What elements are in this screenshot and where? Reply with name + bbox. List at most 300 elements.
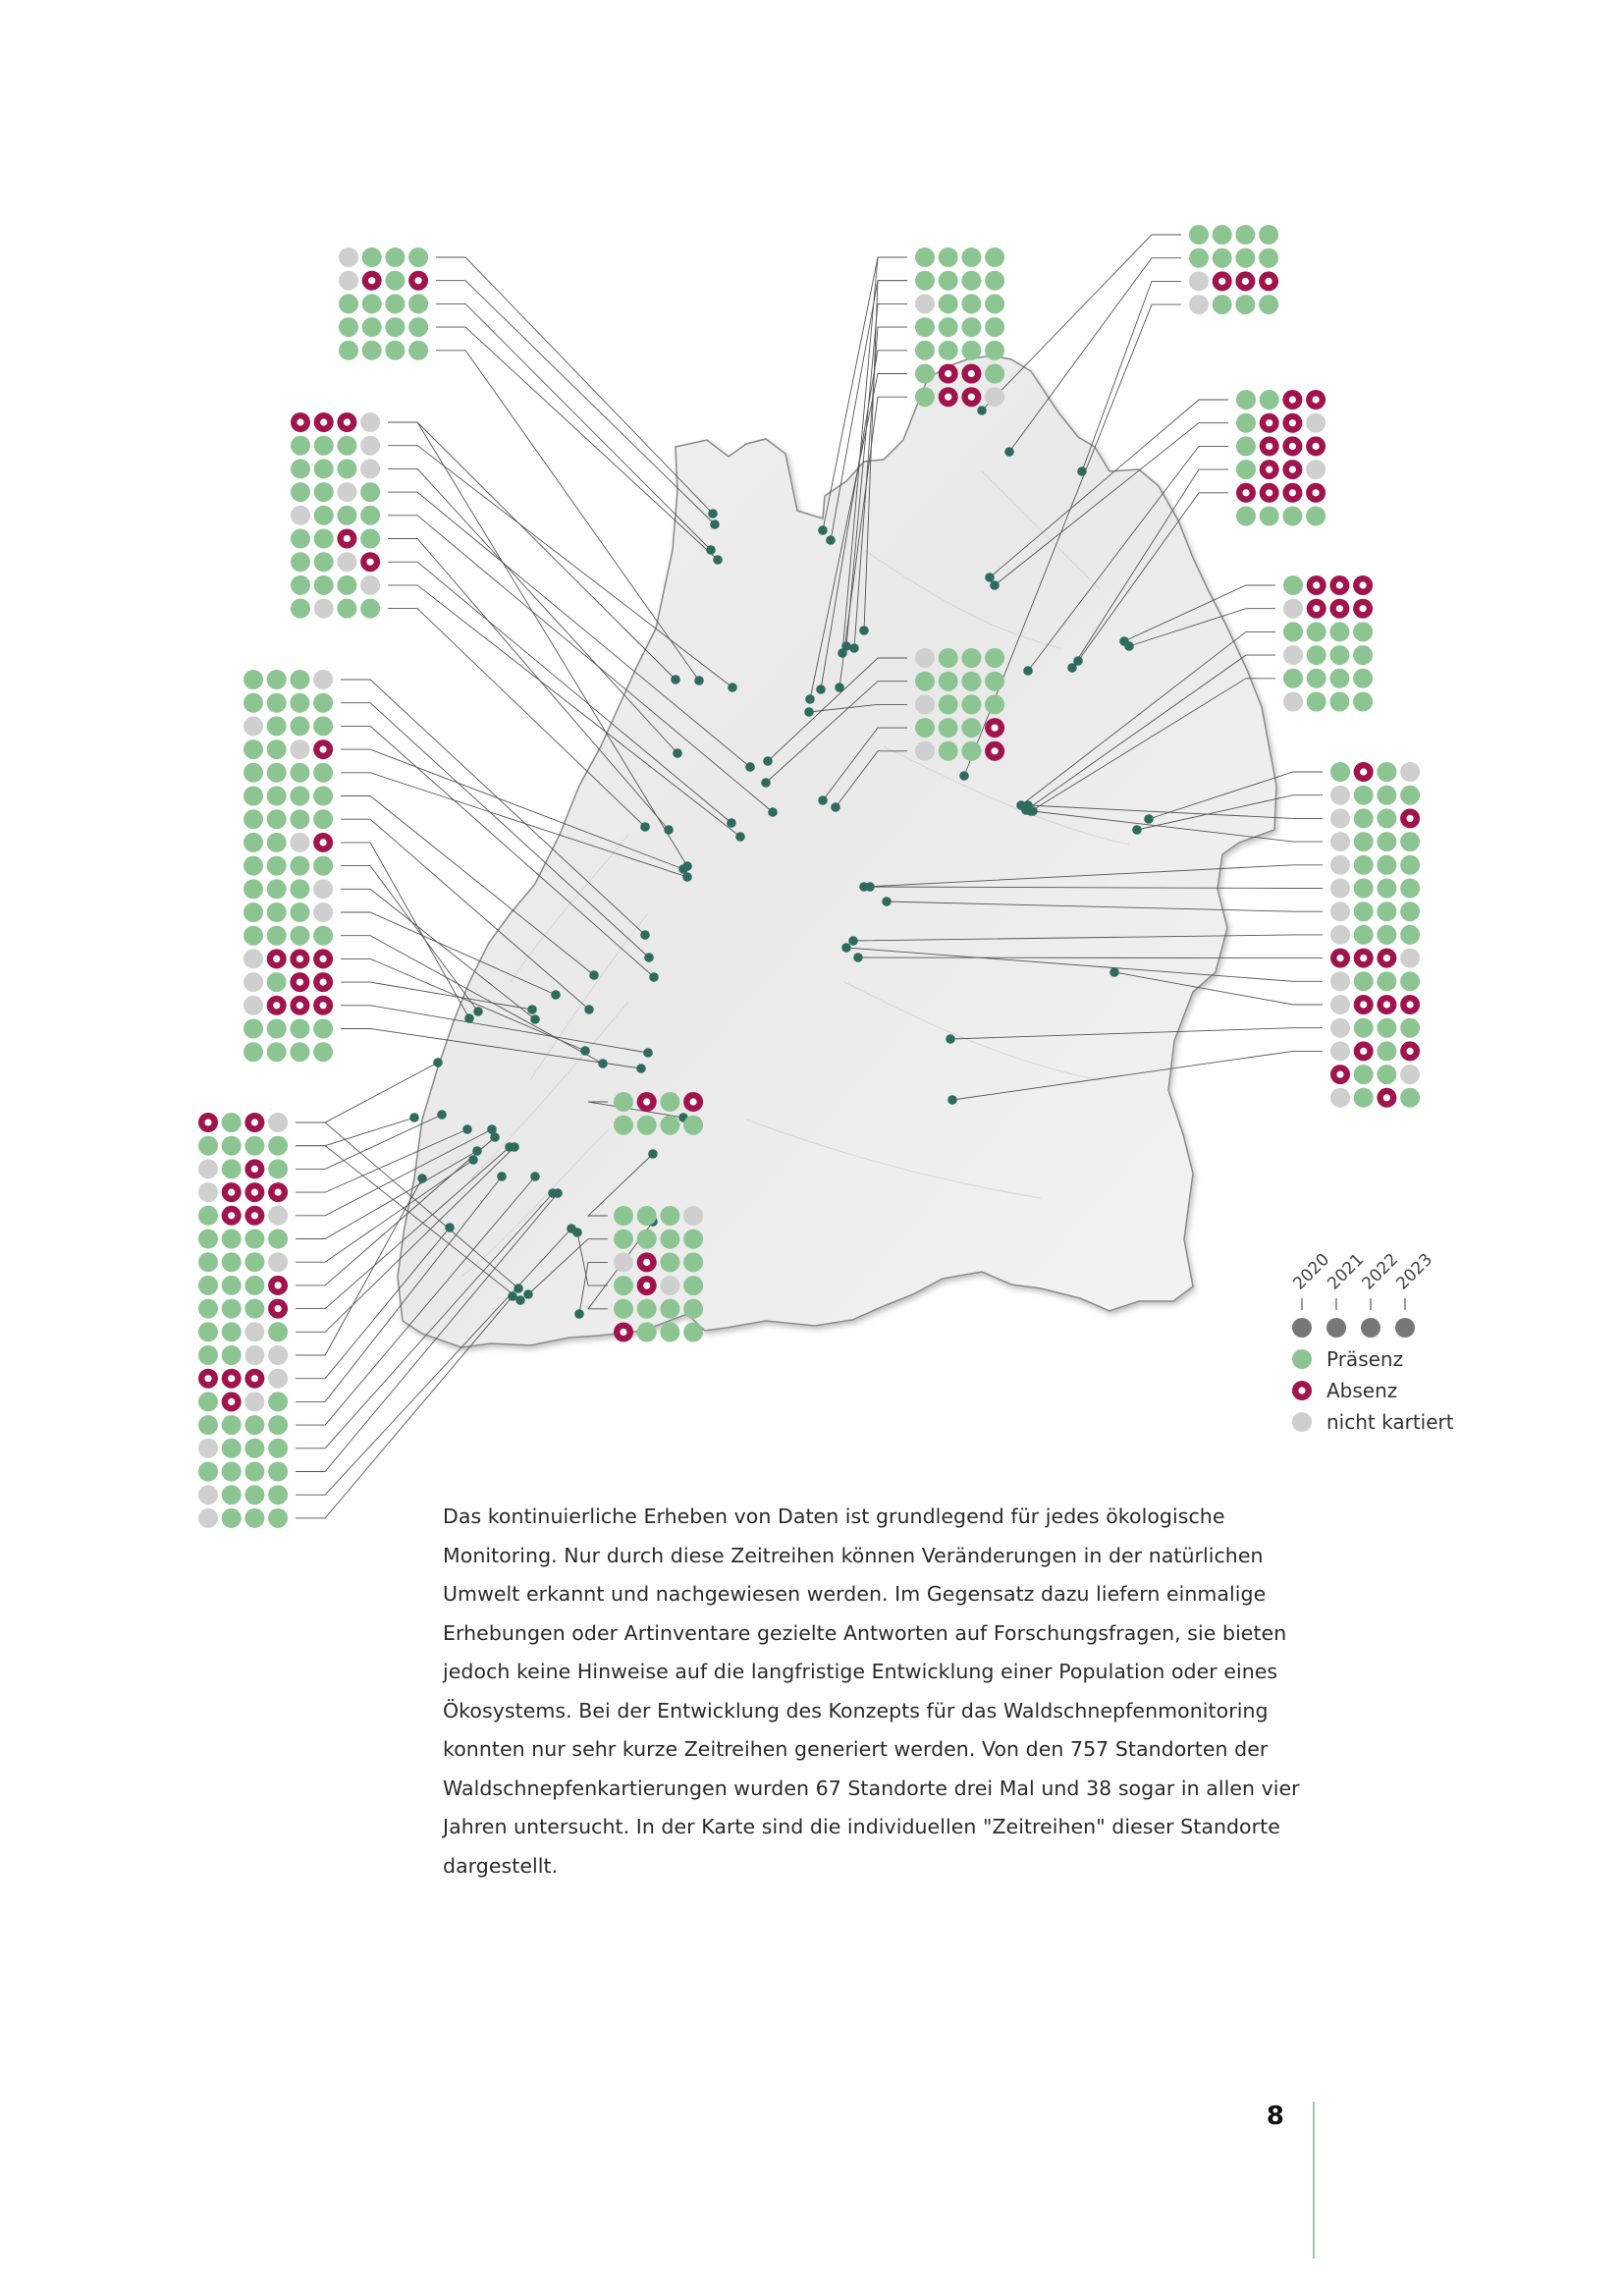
- site-marker: [1004, 447, 1014, 457]
- absence-dot-center: [273, 956, 280, 962]
- legend-year-dot: [1292, 1318, 1312, 1338]
- site-marker: [598, 1059, 608, 1068]
- absence-dot-center: [1360, 1048, 1367, 1055]
- not-mapped-dot: [985, 387, 1004, 407]
- not-mapped-dot: [1330, 902, 1350, 921]
- presence-dot: [291, 529, 310, 549]
- presence-dot: [268, 1485, 288, 1504]
- site-time-series-row: [243, 833, 333, 852]
- presence-dot: [222, 1230, 242, 1249]
- presence-dot: [267, 1019, 287, 1039]
- presence-dot: [385, 294, 405, 313]
- presence-dot: [290, 670, 309, 689]
- presence-dot: [1213, 248, 1232, 268]
- presence-dot: [198, 1462, 218, 1482]
- presence-dot: [1377, 786, 1396, 805]
- presence-dot: [1354, 1088, 1374, 1108]
- site-marker: [1073, 656, 1083, 666]
- absence-dot-center: [320, 1002, 327, 1009]
- site-marker: [673, 748, 682, 758]
- presence-dot: [1235, 295, 1255, 314]
- not-mapped-dot: [243, 716, 263, 736]
- presence-dot: [1235, 248, 1255, 268]
- presence-dot: [939, 341, 958, 360]
- site-group: [1189, 225, 1278, 314]
- absence-dot-center: [251, 1189, 258, 1196]
- site-time-series-row: [198, 1345, 288, 1365]
- presence-dot: [290, 693, 309, 713]
- body-line: Das kontinuierliche Erheben von Daten ist grundlegend für jedes ökologische: [443, 1504, 1225, 1528]
- site-marker: [1132, 825, 1142, 835]
- site-group: [1283, 575, 1373, 712]
- site-marker: [574, 1309, 584, 1319]
- presence-dot: [198, 1230, 218, 1249]
- presence-dot: [1236, 413, 1256, 433]
- presence-dot: [1354, 925, 1374, 945]
- not-mapped-dot: [1283, 645, 1303, 665]
- presence-dot: [1354, 902, 1374, 921]
- presence-dot: [683, 1299, 703, 1319]
- site-time-series-row: [1330, 971, 1420, 991]
- site-time-series-row: [1330, 995, 1420, 1014]
- presence-dot: [614, 1276, 633, 1295]
- site-time-series-row: [291, 412, 380, 432]
- site-time-series-row: [915, 317, 1004, 337]
- legend: [1289, 1250, 1453, 1434]
- site-time-series-row: [198, 1230, 288, 1249]
- site-marker: [763, 756, 773, 766]
- presence-dot: [222, 1485, 242, 1504]
- site-time-series-row: [243, 949, 333, 968]
- site-time-series-row: [291, 552, 380, 572]
- site-time-series-row: [1330, 808, 1420, 828]
- presence-dot: [385, 247, 405, 267]
- presence-dot: [291, 575, 310, 595]
- absence-dot-center: [1360, 605, 1367, 612]
- presence-dot: [683, 1323, 703, 1342]
- not-mapped-dot: [268, 1113, 288, 1132]
- site-marker: [1023, 666, 1033, 676]
- legend-item-not-mapped: [1292, 1410, 1454, 1434]
- site-marker: [589, 970, 599, 980]
- not-mapped-dot: [360, 575, 380, 595]
- site-marker: [865, 882, 875, 892]
- presence-dot: [360, 482, 380, 502]
- site-marker: [1077, 466, 1087, 476]
- presence-dot: [198, 1136, 218, 1156]
- presence-dot: [1353, 645, 1373, 665]
- absence-dot-center: [1289, 396, 1296, 403]
- site-time-series-row: [1330, 786, 1420, 805]
- presence-dot: [244, 1462, 264, 1482]
- not-mapped-dot: [268, 1252, 288, 1272]
- presence-dot: [939, 648, 958, 668]
- presence-dot: [290, 1019, 309, 1039]
- presence-dot: [1329, 692, 1349, 712]
- absence-dot-center: [228, 1375, 235, 1382]
- presence-dot: [244, 1276, 264, 1295]
- site-marker: [710, 519, 720, 529]
- presence-dot: [291, 459, 310, 478]
- absence-dot-center: [1266, 489, 1272, 496]
- absence-dot-center: [204, 1119, 211, 1125]
- body-line: Monitoring. Nur durch diese Zeitreihen können Veränderungen in der natürlichen: [443, 1543, 1264, 1567]
- presence-dot: [243, 670, 263, 689]
- presence-dot: [660, 1206, 679, 1226]
- legend-year-dot: [1361, 1318, 1380, 1338]
- presence-dot: [314, 436, 334, 456]
- site-time-series-row: [1283, 622, 1373, 641]
- site-marker: [1144, 814, 1154, 824]
- presence-dot: [939, 718, 958, 738]
- presence-dot: [290, 856, 309, 876]
- absence-dot-center: [344, 418, 351, 425]
- absence-dot-center: [1383, 1094, 1390, 1101]
- site-marker: [417, 1174, 427, 1183]
- site-time-series-row: [291, 529, 380, 549]
- site-marker: [735, 832, 745, 842]
- presence-dot: [198, 1206, 218, 1226]
- site-marker: [433, 1058, 443, 1067]
- site-time-series-row: [243, 902, 333, 922]
- page-number-rule: [1313, 2102, 1315, 2259]
- site-time-series-row: [1283, 599, 1373, 619]
- not-mapped-dot: [1189, 271, 1209, 291]
- presence-dot: [268, 1159, 288, 1178]
- presence-dot: [683, 1116, 703, 1135]
- absence-dot-center: [367, 559, 374, 566]
- presence-dot: [637, 1116, 657, 1135]
- presence-dot: [1353, 692, 1373, 712]
- presence-dot: [961, 317, 981, 337]
- presence-dot: [268, 1462, 288, 1482]
- presence-dot: [267, 670, 287, 689]
- presence-dot: [1354, 1065, 1374, 1084]
- presence-dot: [1259, 295, 1278, 314]
- presence-dot: [1282, 507, 1302, 526]
- absence-dot-center: [1298, 1387, 1305, 1394]
- site-time-series-row: [243, 787, 333, 806]
- site-marker: [1109, 967, 1119, 977]
- site-time-series-row: [1189, 225, 1278, 245]
- presence-dot: [1400, 1018, 1420, 1038]
- presence-dot: [915, 672, 935, 691]
- presence-dot: [267, 739, 287, 759]
- presence-dot: [915, 387, 935, 407]
- presence-dot: [985, 271, 1004, 291]
- not-mapped-dot: [614, 1252, 633, 1272]
- absence-dot-center: [228, 1398, 235, 1405]
- site-marker: [490, 1132, 500, 1142]
- site-time-series-row: [243, 972, 333, 992]
- site-time-series-row: [198, 1439, 288, 1458]
- not-mapped-dot: [1330, 971, 1350, 991]
- presence-dot: [985, 694, 1004, 714]
- site-marker: [640, 930, 650, 940]
- presence-dot: [683, 1230, 703, 1249]
- presence-dot: [267, 926, 287, 946]
- presence-dot: [243, 1019, 263, 1039]
- not-mapped-dot: [339, 247, 358, 267]
- presence-dot: [1330, 762, 1350, 782]
- presence-dot: [1377, 879, 1396, 899]
- absence-dot-center: [273, 1002, 280, 1009]
- body-line: jedoch keine Hinweise auf die langfristige Entwicklung einer Population oder eines: [443, 1660, 1278, 1683]
- presence-dot: [268, 1439, 288, 1458]
- presence-dot: [1400, 971, 1420, 991]
- presence-dot: [339, 317, 358, 337]
- absence-dot-center: [1289, 419, 1296, 426]
- presence-dot: [222, 1415, 242, 1435]
- presence-dot: [1329, 669, 1349, 688]
- not-mapped-dot: [243, 996, 263, 1015]
- body-line: konnten nur sehr kurze Zeitreihen generiert werden. Von den 757 Standorten der: [443, 1737, 1269, 1761]
- site-marker: [694, 676, 704, 685]
- not-mapped-dot: [198, 1439, 218, 1458]
- site-time-series-row: [1236, 413, 1325, 433]
- presence-dot: [637, 1206, 657, 1226]
- presence-dot: [360, 599, 380, 619]
- site-time-series-row: [198, 1369, 288, 1389]
- presence-dot: [198, 1276, 218, 1295]
- presence-dot: [243, 926, 263, 946]
- absence-dot-center: [992, 747, 999, 754]
- site-time-series-row: [198, 1136, 288, 1156]
- site-time-series-row: [915, 247, 1004, 267]
- presence-dot: [939, 672, 958, 691]
- presence-dot: [1283, 575, 1303, 595]
- body-line: Umwelt erkannt und nachgewiesen werden. Im Gegensatz dazu liefern einmalige: [443, 1582, 1267, 1606]
- presence-dot: [339, 294, 358, 313]
- site-marker: [551, 990, 561, 1000]
- site-time-series-row: [291, 436, 380, 456]
- presence-dot: [1400, 1088, 1420, 1108]
- site-time-series-row: [1236, 483, 1325, 503]
- site-marker: [990, 580, 1000, 590]
- presence-dot: [614, 1206, 633, 1226]
- not-mapped-dot: [1283, 692, 1303, 712]
- presence-dot: [290, 879, 309, 899]
- site-marker: [805, 694, 815, 704]
- presence-dot: [244, 1136, 264, 1156]
- presence-dot: [985, 294, 1004, 313]
- not-mapped-dot: [1330, 1041, 1350, 1061]
- presence-dot: [614, 1299, 633, 1319]
- site-time-series-row: [1330, 832, 1420, 851]
- presence-dot: [637, 1299, 657, 1319]
- leader-line: [388, 422, 676, 680]
- site-time-series-row: [198, 1415, 288, 1435]
- presence-dot: [290, 809, 309, 829]
- presence-dot: [915, 718, 935, 738]
- site-marker: [708, 509, 718, 519]
- presence-dot: [222, 1345, 242, 1365]
- site-time-series-row: [1283, 669, 1373, 688]
- site-time-series-row: [198, 1485, 288, 1504]
- site-marker: [761, 778, 771, 788]
- not-mapped-dot: [313, 879, 333, 899]
- presence-dot: [939, 317, 958, 337]
- site-time-series-row: [198, 1159, 288, 1178]
- presence-dot: [385, 271, 405, 291]
- site-time-series-row: [243, 670, 333, 689]
- presence-dot: [961, 648, 981, 668]
- absence-dot-center: [1289, 443, 1296, 450]
- site-time-series-row: [1330, 1088, 1420, 1108]
- presence-dot: [961, 694, 981, 714]
- presence-dot: [362, 341, 382, 360]
- absence-dot-center: [1313, 605, 1320, 612]
- absence-dot-center: [1336, 955, 1343, 961]
- presence-dot: [222, 1322, 242, 1341]
- site-marker: [584, 1005, 594, 1014]
- site-time-series-row: [339, 294, 428, 313]
- site-time-series-row: [1189, 248, 1278, 268]
- presence-dot: [198, 1415, 218, 1435]
- presence-dot: [1260, 390, 1279, 410]
- site-group: [198, 1113, 288, 1528]
- site-time-series-row: [198, 1508, 288, 1528]
- site-marker: [804, 707, 814, 717]
- site-marker: [768, 807, 778, 817]
- presence-dot: [268, 1136, 288, 1156]
- not-mapped-dot: [1330, 879, 1350, 899]
- site-marker: [640, 822, 650, 832]
- site-marker: [818, 795, 828, 805]
- absence-dot-center: [251, 1166, 258, 1173]
- presence-dot: [362, 294, 382, 313]
- site-time-series-row: [339, 317, 428, 337]
- site-marker: [572, 1228, 582, 1237]
- site-time-series-row: [198, 1276, 288, 1295]
- presence-dot: [244, 1439, 264, 1458]
- not-mapped-dot: [660, 1276, 679, 1295]
- presence-dot: [313, 1019, 333, 1039]
- not-mapped-dot: [268, 1206, 288, 1226]
- absence-dot-center: [1266, 443, 1272, 450]
- leader-line: [436, 257, 713, 514]
- site-time-series-row: [339, 341, 428, 360]
- presence-dot: [660, 1230, 679, 1249]
- absence-dot-center: [251, 1119, 258, 1125]
- presence-dot: [614, 1116, 633, 1135]
- presence-dot: [267, 1042, 287, 1062]
- not-mapped-dot: [244, 1345, 264, 1365]
- not-mapped-dot: [1330, 1018, 1350, 1038]
- presence-dot: [243, 787, 263, 806]
- presence-dot: [198, 1322, 218, 1341]
- presence-dot: [939, 741, 958, 761]
- body-line: Erhebungen oder Artinventare gezielte Antworten auf Forschungsfragen, sie bieten: [443, 1620, 1287, 1645]
- not-mapped-dot: [1330, 808, 1350, 828]
- absence-dot-center: [275, 1305, 282, 1312]
- body-line: dargestellt.: [443, 1853, 559, 1878]
- presence-dot: [313, 809, 333, 829]
- presence-dot: [915, 341, 935, 360]
- site-time-series-row: [1330, 1065, 1420, 1084]
- presence-dot: [1353, 622, 1373, 641]
- legend-year-label: 2020: [1289, 1249, 1334, 1294]
- site-marker: [985, 573, 995, 582]
- site-marker: [468, 1155, 478, 1165]
- not-mapped-dot: [243, 949, 263, 968]
- presence-dot: [222, 1439, 242, 1458]
- site-marker: [706, 545, 716, 555]
- not-mapped-dot: [1292, 1412, 1312, 1432]
- site-marker: [818, 525, 828, 535]
- presence-dot: [267, 763, 287, 783]
- presence-dot: [267, 856, 287, 876]
- presence-dot: [314, 529, 334, 549]
- site-time-series-row: [1189, 295, 1278, 314]
- body-line: Waldschnepfenkartierungen wurden 67 Standorte drei Mal und 38 sogar in allen vier: [443, 1776, 1300, 1800]
- site-marker: [473, 1007, 483, 1016]
- site-time-series-row: [243, 856, 333, 876]
- absence-dot-center: [1360, 581, 1367, 588]
- absence-dot-center: [320, 956, 327, 962]
- presence-dot: [244, 1415, 264, 1435]
- presence-dot: [1400, 855, 1420, 875]
- presence-dot: [243, 833, 263, 852]
- not-mapped-dot: [1330, 786, 1350, 805]
- presence-dot: [1329, 645, 1349, 665]
- presence-dot: [408, 294, 428, 313]
- absence-dot-center: [1289, 466, 1296, 473]
- site-marker: [553, 1188, 563, 1198]
- site-marker: [816, 684, 826, 694]
- site-marker: [644, 953, 654, 962]
- site-marker: [464, 1013, 474, 1023]
- site-marker: [472, 1146, 482, 1156]
- absence-dot-center: [368, 277, 375, 284]
- site-time-series-row: [243, 1019, 333, 1039]
- not-mapped-dot: [915, 694, 935, 714]
- site-marker: [409, 1113, 419, 1122]
- absence-dot-center: [1266, 278, 1272, 285]
- presence-dot: [939, 694, 958, 714]
- legend-label: Absenz: [1326, 1379, 1398, 1402]
- site-time-series-row: [291, 575, 380, 595]
- presence-dot: [290, 763, 309, 783]
- site-marker: [713, 555, 723, 565]
- presence-dot: [985, 341, 1004, 360]
- site-marker: [947, 1095, 957, 1105]
- presence-dot: [1377, 762, 1396, 782]
- presence-dot: [244, 1508, 264, 1528]
- not-mapped-dot: [1306, 413, 1325, 433]
- presence-dot: [291, 599, 310, 619]
- absence-dot-center: [1407, 815, 1414, 822]
- site-marker: [649, 972, 659, 982]
- absence-dot-center: [297, 1002, 303, 1009]
- presence-dot: [915, 317, 935, 337]
- presence-dot: [1236, 390, 1256, 410]
- presence-dot: [637, 1323, 657, 1342]
- presence-dot: [1306, 507, 1325, 526]
- presence-dot: [290, 716, 309, 736]
- leader-line: [341, 843, 469, 1018]
- presence-dot: [1377, 1041, 1396, 1061]
- body-line: Jahren untersucht. In der Karte sind die individuellen "Zeitreihen" dieser Standorte: [443, 1815, 1280, 1838]
- presence-dot: [267, 716, 287, 736]
- presence-dot: [244, 1299, 264, 1319]
- site-time-series-row: [1236, 507, 1325, 526]
- presence-dot: [314, 552, 334, 572]
- presence-dot: [1377, 971, 1396, 991]
- site-time-series-row: [198, 1113, 288, 1132]
- not-mapped-dot: [268, 1369, 288, 1389]
- absence-dot-center: [1289, 489, 1296, 496]
